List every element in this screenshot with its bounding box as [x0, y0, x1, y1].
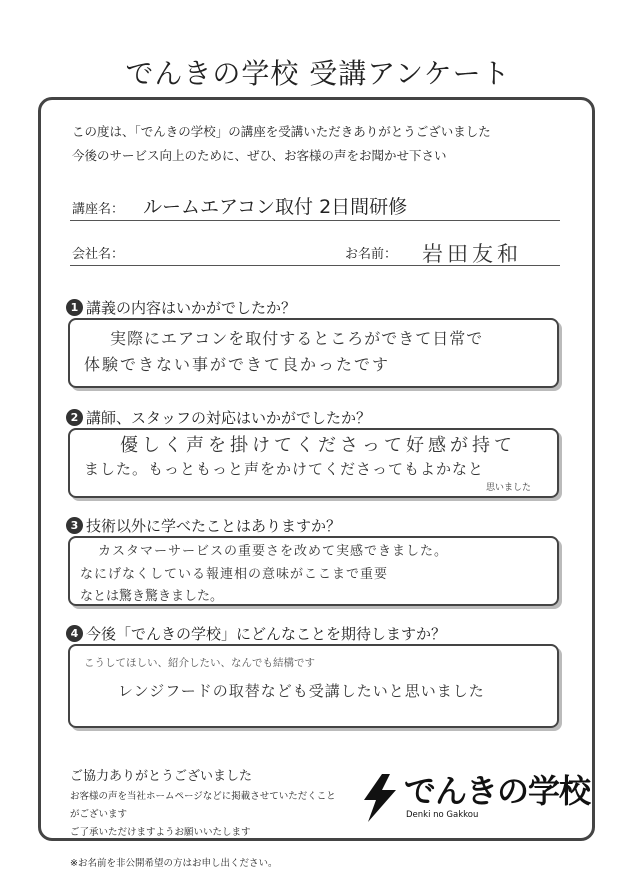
question-number-4: 4 [66, 625, 83, 642]
question-number-1: 1 [66, 299, 83, 316]
course-label: 講座名： [72, 202, 125, 217]
name-label: お名前： [345, 247, 398, 262]
question-1-label [66, 297, 296, 318]
footer-note-3: ご了承いただけますようお願いいたします [70, 827, 251, 838]
intro-line-2: 今後のサービス向上のために、ぜひ、お客様の声をお聞かせ下さい [72, 148, 447, 163]
question-number-3: 3 [66, 517, 83, 534]
answer-2-line-3: 思いました [486, 483, 532, 493]
footer-note-2: がございます [70, 809, 128, 820]
question-4-label [66, 623, 446, 644]
question-number-2: 2 [66, 409, 83, 426]
answer-4-line-1: レンジフードの取替なども受講したいと思いました [118, 682, 485, 700]
course-name: ルームエアコン取付 2日間研修 [143, 196, 408, 218]
name-value[interactable]: 岩田友和 [422, 242, 522, 266]
answer-2-line-1: 優しく声を掛けてくださって好感が持て [120, 435, 516, 456]
intro-line-1: この度は、「でんきの学校」の講座を受講いただきありがとうございました [72, 124, 491, 139]
answer-1-line-2: 体験できない事ができて良かったです [84, 355, 391, 374]
question-3-label [66, 515, 341, 536]
answer-2-line-2: ました。もっともっと声をかけてくださってもよかなと [84, 460, 485, 478]
logo-text: でんきの学校 [404, 772, 591, 810]
answer-3-line-3: なとは驚き驚きました。 [80, 589, 224, 604]
answer-1-line-1: 実際にエアコンを取付するところができて日常で [110, 329, 484, 348]
footer-note-1: お客様の声を当社ホームページなどに掲載させていただくこと [70, 791, 336, 802]
page-title: でんきの学校 受講アンケート [125, 57, 511, 90]
answer-3-line-1: カスタマーサービスの重要さを改めて実感できました。 [98, 544, 449, 559]
question-2-text: 講師、スタッフの対応はいかがでしたか？ [86, 409, 372, 427]
name-underline [70, 265, 560, 266]
question-4-hint: こうしてほしい、紹介したい、なんでも結構です [84, 657, 315, 669]
question-2-label [66, 407, 371, 428]
question-3-text: 技術以外に学べたことはありますか？ [86, 517, 342, 535]
answer-3-line-2: なにげなくしている報連相の意味がここまで重要 [80, 567, 389, 582]
course-underline [70, 220, 560, 221]
lightning-bolt-icon [360, 774, 400, 822]
denki-no-gakkou-logo [358, 764, 591, 828]
logo-subtitle: Denki no Gakkou [406, 810, 479, 820]
thanks-text: ご協力ありがとうございました [70, 769, 253, 784]
question-4-text: 今後「でんきの学校」にどんなことを期待しますか？ [86, 625, 447, 643]
company-label: 会社名： [72, 247, 125, 262]
footnote: ※お名前を非公開希望の方はお申し出ください。 [70, 858, 278, 869]
question-1-text: 講義の内容はいかがでしたか？ [86, 299, 297, 317]
